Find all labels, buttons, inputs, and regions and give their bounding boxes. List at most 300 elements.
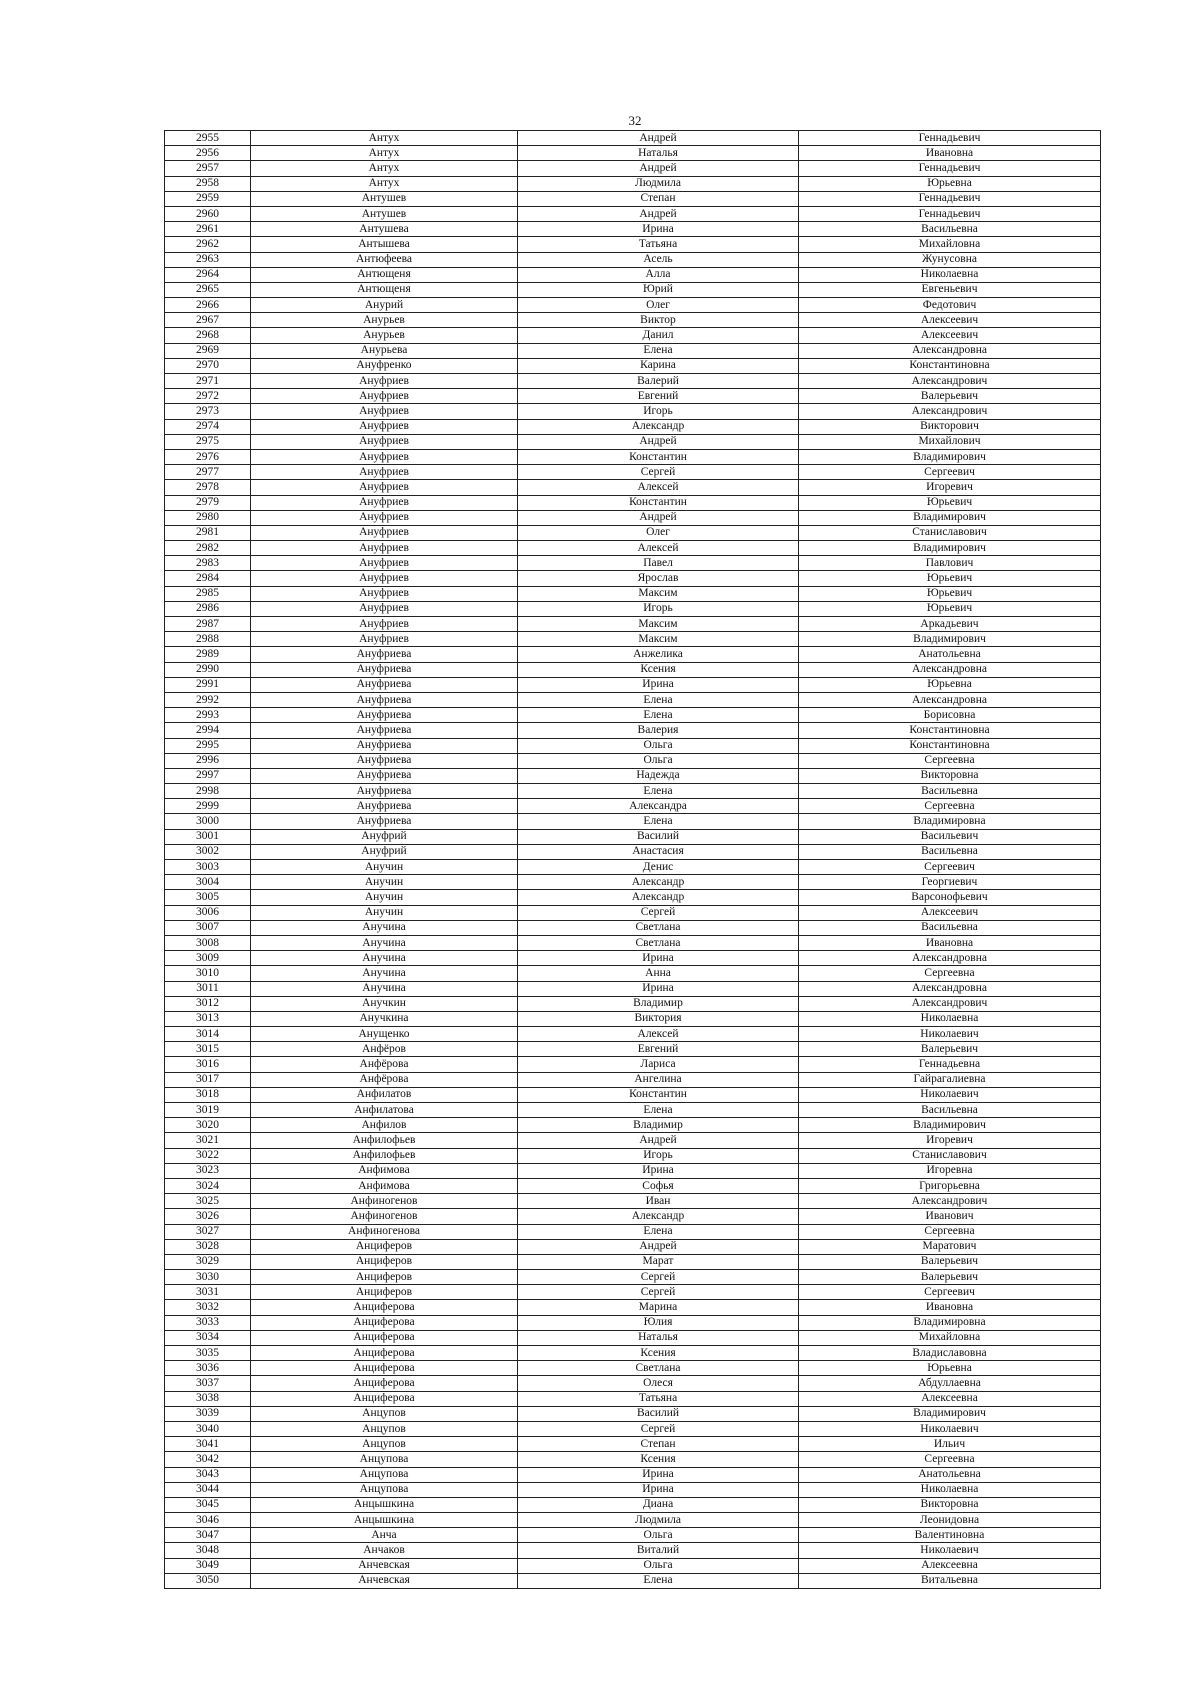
row-number-cell: 3004 — [165, 875, 251, 890]
given-name-cell: Константин — [518, 495, 799, 510]
table-row — [165, 510, 1101, 525]
table-row — [165, 1315, 1101, 1330]
table-row — [165, 1072, 1101, 1087]
given-name-cell: Юрий — [518, 282, 799, 297]
given-name-cell: Сергей — [518, 1270, 799, 1285]
patronymic-cell: Жунусовна — [799, 252, 1101, 267]
patronymic-cell: Александрович — [799, 404, 1101, 419]
table-row — [165, 374, 1101, 389]
patronymic-cell: Николаевич — [799, 1543, 1101, 1558]
row-number-cell: 2984 — [165, 571, 251, 586]
surname-cell: Анучкин — [251, 996, 518, 1011]
table-row — [165, 1103, 1101, 1118]
row-number-cell: 3048 — [165, 1543, 251, 1558]
given-name-cell: Надежда — [518, 768, 799, 783]
given-name-cell: Марина — [518, 1300, 799, 1315]
table-row — [165, 176, 1101, 191]
row-number-cell: 3015 — [165, 1042, 251, 1057]
patronymic-cell: Алексеевич — [799, 328, 1101, 343]
surname-cell: Анфилатова — [251, 1103, 518, 1118]
row-number-cell: 3031 — [165, 1285, 251, 1300]
table-row — [165, 1087, 1101, 1102]
given-name-cell: Ирина — [518, 677, 799, 692]
row-number-cell: 2997 — [165, 768, 251, 783]
row-number-cell: 2994 — [165, 723, 251, 738]
patronymic-cell: Федотович — [799, 298, 1101, 313]
patronymic-cell: Владимирович — [799, 449, 1101, 464]
table-row — [165, 981, 1101, 996]
patronymic-cell: Юрьевич — [799, 571, 1101, 586]
surname-cell: Анциферова — [251, 1376, 518, 1391]
given-name-cell: Евгений — [518, 389, 799, 404]
surname-cell: Антющеня — [251, 267, 518, 282]
surname-cell: Ануфриев — [251, 374, 518, 389]
surname-cell: Ануфриев — [251, 556, 518, 571]
table-row — [165, 222, 1101, 237]
patronymic-cell: Геннадьевич — [799, 206, 1101, 221]
patronymic-cell: Сергеевна — [799, 799, 1101, 814]
patronymic-cell: Александрович — [799, 1194, 1101, 1209]
given-name-cell: Владимир — [518, 1118, 799, 1133]
given-name-cell: Степан — [518, 191, 799, 206]
row-number-cell: 3046 — [165, 1513, 251, 1528]
row-number-cell: 2979 — [165, 495, 251, 510]
table-row — [165, 632, 1101, 647]
row-number-cell: 2966 — [165, 298, 251, 313]
patronymic-cell: Валерьевич — [799, 1270, 1101, 1285]
table-row — [165, 966, 1101, 981]
table-row — [165, 1391, 1101, 1406]
table-row — [165, 1178, 1101, 1193]
surname-cell: Анцышкина — [251, 1513, 518, 1528]
row-number-cell: 2977 — [165, 465, 251, 480]
surname-cell: Анучин — [251, 875, 518, 890]
row-number-cell: 2976 — [165, 449, 251, 464]
patronymic-cell: Васильевна — [799, 920, 1101, 935]
given-name-cell: Ксения — [518, 1346, 799, 1361]
surname-cell: Анурий — [251, 298, 518, 313]
table-row — [165, 1346, 1101, 1361]
row-number-cell: 3042 — [165, 1452, 251, 1467]
given-name-cell: Сергей — [518, 465, 799, 480]
given-name-cell: Ирина — [518, 222, 799, 237]
row-number-cell: 3044 — [165, 1482, 251, 1497]
given-name-cell: Андрей — [518, 434, 799, 449]
patronymic-cell: Аркадьевич — [799, 617, 1101, 632]
surname-cell: Ануфриева — [251, 723, 518, 738]
patronymic-cell: Игоревна — [799, 1163, 1101, 1178]
surname-cell: Анфилатов — [251, 1087, 518, 1102]
patronymic-cell: Иванович — [799, 1209, 1101, 1224]
row-number-cell: 2975 — [165, 434, 251, 449]
given-name-cell: Олег — [518, 298, 799, 313]
given-name-cell: Диана — [518, 1497, 799, 1512]
row-number-cell: 3045 — [165, 1497, 251, 1512]
given-name-cell: Ольга — [518, 1528, 799, 1543]
patronymic-cell: Алексеевна — [799, 1391, 1101, 1406]
surname-cell: Анцупов — [251, 1421, 518, 1436]
table-row — [165, 723, 1101, 738]
row-number-cell: 3034 — [165, 1330, 251, 1345]
surname-cell: Анучин — [251, 890, 518, 905]
table-row — [165, 692, 1101, 707]
given-name-cell: Валерия — [518, 723, 799, 738]
given-name-cell: Евгений — [518, 1042, 799, 1057]
surname-cell: Ануфриев — [251, 389, 518, 404]
row-number-cell: 2957 — [165, 161, 251, 176]
surname-cell: Ануфриев — [251, 632, 518, 647]
surname-cell: Ануфриев — [251, 449, 518, 464]
row-number-cell: 3011 — [165, 981, 251, 996]
table-row — [165, 784, 1101, 799]
table-row — [165, 935, 1101, 950]
table-row — [165, 1513, 1101, 1528]
surname-cell: Антюфеева — [251, 252, 518, 267]
table-row — [165, 1376, 1101, 1391]
table-row — [165, 996, 1101, 1011]
surname-cell: Анучина — [251, 951, 518, 966]
table-row — [165, 358, 1101, 373]
table-row — [165, 1057, 1101, 1072]
table-row — [165, 768, 1101, 783]
row-number-cell: 3028 — [165, 1239, 251, 1254]
table-row — [165, 708, 1101, 723]
given-name-cell: Виктория — [518, 1011, 799, 1026]
patronymic-cell: Николаевич — [799, 1027, 1101, 1042]
surname-cell: Анциферова — [251, 1361, 518, 1376]
given-name-cell: Наталья — [518, 146, 799, 161]
patronymic-cell: Владимирович — [799, 632, 1101, 647]
row-number-cell: 3025 — [165, 1194, 251, 1209]
surname-cell: Ануфриев — [251, 495, 518, 510]
row-number-cell: 3009 — [165, 951, 251, 966]
surname-cell: Антух — [251, 161, 518, 176]
given-name-cell: Виктор — [518, 313, 799, 328]
patronymic-cell: Григорьевна — [799, 1178, 1101, 1193]
row-number-cell: 3029 — [165, 1254, 251, 1269]
patronymic-cell: Владимировна — [799, 1315, 1101, 1330]
surname-cell: Анучин — [251, 860, 518, 875]
row-number-cell: 3016 — [165, 1057, 251, 1072]
table-row — [165, 1361, 1101, 1376]
surname-cell: Анурьев — [251, 328, 518, 343]
given-name-cell: Асель — [518, 252, 799, 267]
patronymic-cell: Игоревич — [799, 1133, 1101, 1148]
given-name-cell: Софья — [518, 1178, 799, 1193]
row-number-cell: 2991 — [165, 677, 251, 692]
surname-cell: Анциферов — [251, 1254, 518, 1269]
surname-cell: Анциферова — [251, 1346, 518, 1361]
table-row — [165, 844, 1101, 859]
given-name-cell: Елена — [518, 784, 799, 799]
surname-cell: Анциферова — [251, 1330, 518, 1345]
given-name-cell: Василий — [518, 1406, 799, 1421]
row-number-cell: 3020 — [165, 1118, 251, 1133]
surname-cell: Анчаков — [251, 1543, 518, 1558]
row-number-cell: 2955 — [165, 131, 251, 146]
row-number-cell: 2983 — [165, 556, 251, 571]
surname-cell: Ануфрий — [251, 844, 518, 859]
patronymic-cell: Владимирович — [799, 510, 1101, 525]
patronymic-cell: Васильевна — [799, 1103, 1101, 1118]
surname-cell: Анцупова — [251, 1467, 518, 1482]
surname-cell: Ануфриева — [251, 708, 518, 723]
surname-cell: Ануфриев — [251, 404, 518, 419]
given-name-cell: Александр — [518, 890, 799, 905]
row-number-cell: 3010 — [165, 966, 251, 981]
row-number-cell: 3024 — [165, 1178, 251, 1193]
given-name-cell: Денис — [518, 860, 799, 875]
row-number-cell: 3037 — [165, 1376, 251, 1391]
given-name-cell: Валерий — [518, 374, 799, 389]
given-name-cell: Анастасия — [518, 844, 799, 859]
patronymic-cell: Станиславович — [799, 1148, 1101, 1163]
page-number: 32 — [628, 113, 642, 128]
row-number-cell: 2986 — [165, 601, 251, 616]
patronymic-cell: Владимирович — [799, 1406, 1101, 1421]
row-number-cell: 2958 — [165, 176, 251, 191]
surname-cell: Анфиногенов — [251, 1194, 518, 1209]
given-name-cell: Ярослав — [518, 571, 799, 586]
surname-cell: Анча — [251, 1528, 518, 1543]
surname-cell: Ануфриева — [251, 799, 518, 814]
row-number-cell: 3047 — [165, 1528, 251, 1543]
table-row — [165, 1406, 1101, 1421]
table-row — [165, 267, 1101, 282]
surname-cell: Ануфриев — [251, 525, 518, 540]
row-number-cell: 3001 — [165, 829, 251, 844]
table-row — [165, 206, 1101, 221]
row-number-cell: 2971 — [165, 374, 251, 389]
surname-cell: Антющеня — [251, 282, 518, 297]
table-row — [165, 313, 1101, 328]
patronymic-cell: Сергеевич — [799, 860, 1101, 875]
surname-cell: Анцупова — [251, 1482, 518, 1497]
table-row — [165, 1573, 1101, 1588]
given-name-cell: Андрей — [518, 131, 799, 146]
given-name-cell: Людмила — [518, 1513, 799, 1528]
row-number-cell: 2982 — [165, 541, 251, 556]
patronymic-cell: Александровна — [799, 692, 1101, 707]
table-row — [165, 1330, 1101, 1345]
given-name-cell: Владимир — [518, 996, 799, 1011]
row-number-cell: 2968 — [165, 328, 251, 343]
given-name-cell: Ольга — [518, 1558, 799, 1573]
roster-body — [165, 131, 1101, 1589]
surname-cell: Анучина — [251, 981, 518, 996]
table-row — [165, 1148, 1101, 1163]
given-name-cell: Павел — [518, 556, 799, 571]
surname-cell: Антух — [251, 146, 518, 161]
patronymic-cell: Николаевна — [799, 267, 1101, 282]
surname-cell: Антух — [251, 176, 518, 191]
table-row — [165, 1239, 1101, 1254]
table-row — [165, 905, 1101, 920]
patronymic-cell: Васильевна — [799, 844, 1101, 859]
given-name-cell: Александр — [518, 875, 799, 890]
given-name-cell: Анна — [518, 966, 799, 981]
patronymic-cell: Ивановна — [799, 1300, 1101, 1315]
row-number-cell: 2974 — [165, 419, 251, 434]
table-row — [165, 1421, 1101, 1436]
table-row — [165, 1224, 1101, 1239]
patronymic-cell: Анатольевна — [799, 647, 1101, 662]
given-name-cell: Андрей — [518, 161, 799, 176]
table-row — [165, 1285, 1101, 1300]
surname-cell: Ануфренко — [251, 358, 518, 373]
patronymic-cell: Ивановна — [799, 935, 1101, 950]
surname-cell: Анцупова — [251, 1452, 518, 1467]
table-row — [165, 495, 1101, 510]
surname-cell: Анущенко — [251, 1027, 518, 1042]
patronymic-cell: Михайловна — [799, 237, 1101, 252]
row-number-cell: 3007 — [165, 920, 251, 935]
table-row — [165, 161, 1101, 176]
row-number-cell: 3005 — [165, 890, 251, 905]
surname-cell: Ануфриев — [251, 510, 518, 525]
patronymic-cell: Юрьевна — [799, 176, 1101, 191]
row-number-cell: 2999 — [165, 799, 251, 814]
patronymic-cell: Варсонофьевич — [799, 890, 1101, 905]
patronymic-cell: Станиславович — [799, 525, 1101, 540]
surname-cell: Анциферова — [251, 1315, 518, 1330]
surname-cell: Анучина — [251, 920, 518, 935]
row-number-cell: 3049 — [165, 1558, 251, 1573]
row-number-cell: 2965 — [165, 282, 251, 297]
patronymic-cell: Константиновна — [799, 723, 1101, 738]
patronymic-cell: Геннадьевич — [799, 131, 1101, 146]
patronymic-cell: Витальевна — [799, 1573, 1101, 1588]
row-number-cell: 2970 — [165, 358, 251, 373]
given-name-cell: Максим — [518, 632, 799, 647]
table-row — [165, 298, 1101, 313]
patronymic-cell: Михайлович — [799, 434, 1101, 449]
surname-cell: Анчевская — [251, 1558, 518, 1573]
row-number-cell: 2963 — [165, 252, 251, 267]
row-number-cell: 3050 — [165, 1573, 251, 1588]
surname-cell: Ануфриев — [251, 419, 518, 434]
surname-cell: Анучина — [251, 966, 518, 981]
given-name-cell: Александр — [518, 419, 799, 434]
given-name-cell: Алла — [518, 267, 799, 282]
table-row — [165, 571, 1101, 586]
patronymic-cell: Николаевна — [799, 1011, 1101, 1026]
patronymic-cell: Александровна — [799, 343, 1101, 358]
table-row — [165, 1543, 1101, 1558]
surname-cell: Анфилов — [251, 1118, 518, 1133]
given-name-cell: Ангелина — [518, 1072, 799, 1087]
surname-cell: Ануфриев — [251, 571, 518, 586]
table-row — [165, 252, 1101, 267]
table-row — [165, 1497, 1101, 1512]
given-name-cell: Константин — [518, 1087, 799, 1102]
surname-cell: Анчевская — [251, 1573, 518, 1588]
surname-cell: Анциферов — [251, 1239, 518, 1254]
row-number-cell: 3043 — [165, 1467, 251, 1482]
table-row — [165, 541, 1101, 556]
row-number-cell: 3019 — [165, 1103, 251, 1118]
given-name-cell: Иван — [518, 1194, 799, 1209]
given-name-cell: Анжелика — [518, 647, 799, 662]
row-number-cell: 2959 — [165, 191, 251, 206]
given-name-cell: Андрей — [518, 1239, 799, 1254]
row-number-cell: 2988 — [165, 632, 251, 647]
table-row — [165, 419, 1101, 434]
given-name-cell: Андрей — [518, 1133, 799, 1148]
table-row — [165, 617, 1101, 632]
given-name-cell: Игорь — [518, 601, 799, 616]
given-name-cell: Ольга — [518, 753, 799, 768]
table-row — [165, 1482, 1101, 1497]
row-number-cell: 3032 — [165, 1300, 251, 1315]
row-number-cell: 2960 — [165, 206, 251, 221]
table-row — [165, 1437, 1101, 1452]
given-name-cell: Елена — [518, 1103, 799, 1118]
patronymic-cell: Гайрагалиевна — [799, 1072, 1101, 1087]
patronymic-cell: Александрович — [799, 996, 1101, 1011]
patronymic-cell: Александровна — [799, 951, 1101, 966]
patronymic-cell: Алексеевич — [799, 905, 1101, 920]
table-row — [165, 449, 1101, 464]
patronymic-cell: Ивановна — [799, 146, 1101, 161]
surname-cell: Ануфриев — [251, 586, 518, 601]
surname-cell: Антушева — [251, 222, 518, 237]
row-number-cell: 2964 — [165, 267, 251, 282]
row-number-cell: 2961 — [165, 222, 251, 237]
table-row — [165, 404, 1101, 419]
row-number-cell: 3040 — [165, 1421, 251, 1436]
surname-cell: Антышева — [251, 237, 518, 252]
patronymic-cell: Владимирович — [799, 541, 1101, 556]
surname-cell: Анфиногенова — [251, 1224, 518, 1239]
given-name-cell: Лариса — [518, 1057, 799, 1072]
patronymic-cell: Анатольевна — [799, 1467, 1101, 1482]
table-row — [165, 1558, 1101, 1573]
surname-cell: Ануфриева — [251, 784, 518, 799]
row-number-cell: 3000 — [165, 814, 251, 829]
given-name-cell: Татьяна — [518, 237, 799, 252]
table-row — [165, 1163, 1101, 1178]
given-name-cell: Елена — [518, 1573, 799, 1588]
patronymic-cell: Валентиновна — [799, 1528, 1101, 1543]
surname-cell: Ануфриева — [251, 662, 518, 677]
table-row — [165, 753, 1101, 768]
patronymic-cell: Маратович — [799, 1239, 1101, 1254]
given-name-cell: Елена — [518, 708, 799, 723]
table-row — [165, 556, 1101, 571]
given-name-cell: Василий — [518, 829, 799, 844]
given-name-cell: Алексей — [518, 480, 799, 495]
given-name-cell: Сергей — [518, 1285, 799, 1300]
patronymic-cell: Владиславовна — [799, 1346, 1101, 1361]
table-row — [165, 1467, 1101, 1482]
patronymic-cell: Александровна — [799, 662, 1101, 677]
patronymic-cell: Сергеевна — [799, 1452, 1101, 1467]
table-row — [165, 677, 1101, 692]
row-number-cell: 2981 — [165, 525, 251, 540]
surname-cell: Ануфриева — [251, 753, 518, 768]
surname-cell: Анциферова — [251, 1300, 518, 1315]
given-name-cell: Марат — [518, 1254, 799, 1269]
surname-cell: Анучин — [251, 905, 518, 920]
table-row — [165, 191, 1101, 206]
table-row — [165, 237, 1101, 252]
given-name-cell: Светлана — [518, 1361, 799, 1376]
surname-cell: Ануфриев — [251, 617, 518, 632]
given-name-cell: Александра — [518, 799, 799, 814]
patronymic-cell: Юрьевич — [799, 586, 1101, 601]
given-name-cell: Игорь — [518, 1148, 799, 1163]
